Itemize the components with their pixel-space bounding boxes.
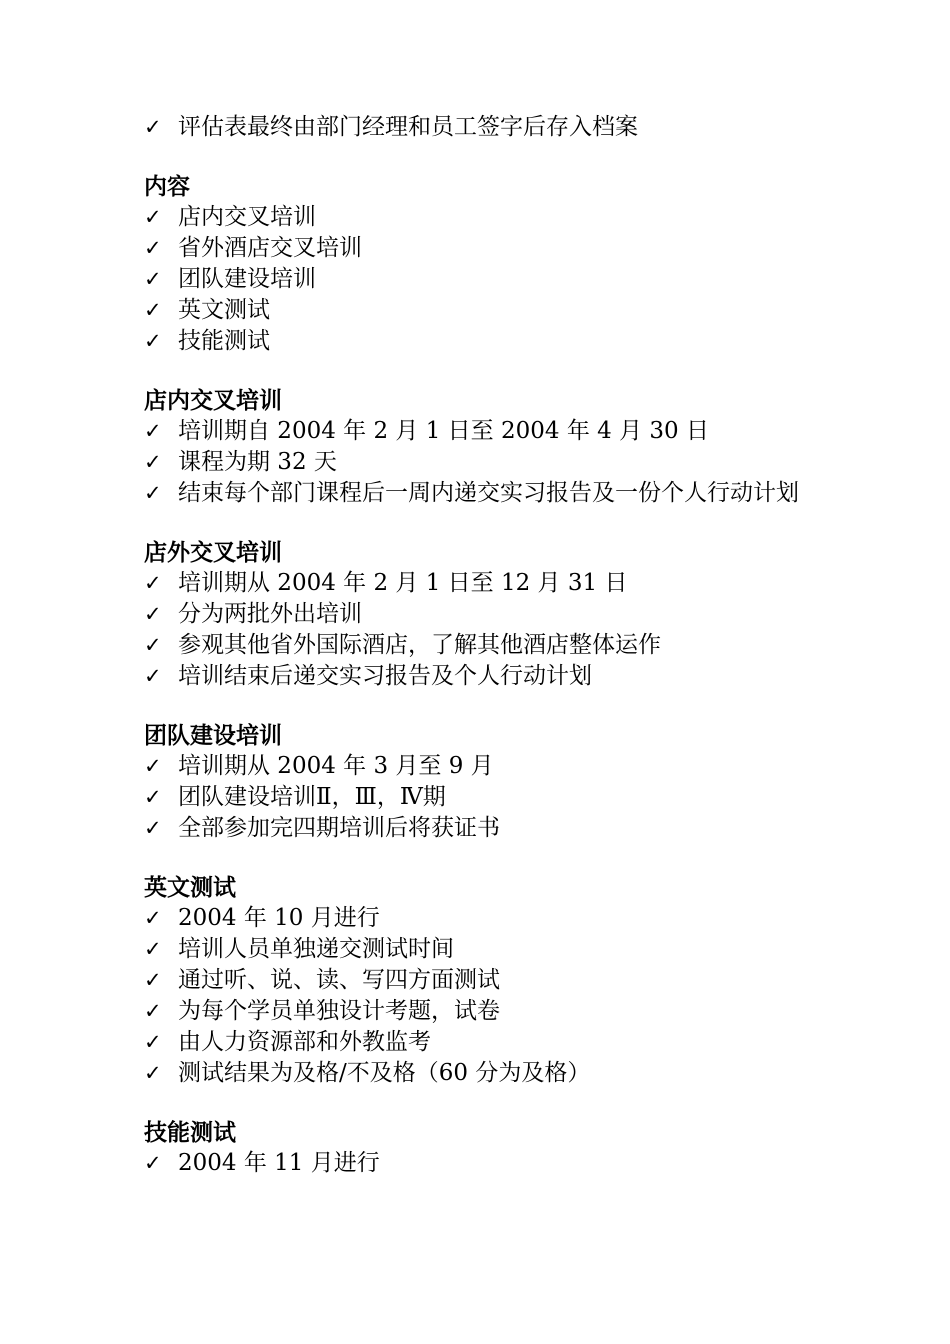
list-item-text: 技能测试: [178, 328, 270, 354]
list-item-text: 测试结果为及格/不及格（60 分为及格）: [178, 1060, 591, 1086]
list-item-text: 参观其他省外国际酒店，了解其他酒店整体运作: [178, 632, 661, 658]
list-item-text: 店内交叉培训: [178, 204, 316, 230]
list-item: [144, 112, 824, 143]
check-icon: ✓: [144, 602, 162, 626]
check-icon: ✓: [144, 999, 162, 1023]
list-item: [144, 934, 824, 965]
list-item: [144, 326, 824, 357]
list-item-text: 团队建设培训: [178, 266, 316, 292]
check-icon: ✓: [144, 754, 162, 778]
list-item: [144, 782, 824, 813]
list-item: [144, 751, 824, 782]
check-icon: ✓: [144, 1151, 162, 1175]
check-icon: ✓: [144, 937, 162, 961]
list-item-text: 结束每个部门课程后一周内递交实习报告及一份个人行动计划: [178, 480, 799, 506]
list-item-text: 2004 年 10 月进行: [178, 905, 380, 931]
section-heading-team: 团队建设培训: [144, 722, 282, 749]
list-item-text: 省外酒店交叉培训: [178, 235, 362, 261]
check-icon: ✓: [144, 906, 162, 930]
list-item: [144, 996, 824, 1027]
list-item-text: 课程为期 32 天: [178, 449, 337, 475]
check-icon: ✓: [144, 450, 162, 474]
list-item: [144, 630, 824, 661]
check-icon: ✓: [144, 236, 162, 260]
document-page: [144, 112, 824, 1179]
list-item: [144, 416, 824, 447]
list-item: [144, 813, 824, 844]
check-icon: ✓: [144, 571, 162, 595]
list-item-text: 培训期从 2004 年 2 月 1 日至 12 月 31 日: [178, 570, 628, 596]
check-icon: ✓: [144, 115, 162, 139]
list-item: [144, 1148, 824, 1179]
check-icon: ✓: [144, 1030, 162, 1054]
list-item: [144, 295, 824, 326]
list-item: [144, 1027, 824, 1058]
list-item: [144, 599, 824, 630]
list-item: [144, 1058, 824, 1089]
list-item-text: 培训期从 2004 年 3 月至 9 月: [178, 753, 494, 779]
list-item: [144, 447, 824, 478]
check-icon: ✓: [144, 481, 162, 505]
list-item-text: 全部参加完四期培训后将获证书: [178, 815, 500, 841]
list-item-text: 通过听、说、读、写四方面测试: [178, 967, 500, 993]
list-item: [144, 568, 824, 599]
list-item: [144, 233, 824, 264]
list-item: [144, 202, 824, 233]
check-icon: ✓: [144, 968, 162, 992]
list-item-text: 由人力资源部和外教监考: [178, 1029, 431, 1055]
check-icon: ✓: [144, 267, 162, 291]
list-item-text: 为每个学员单独设计考题，试卷: [178, 998, 500, 1024]
list-item-text: 分为两批外出培训: [178, 601, 362, 627]
check-icon: ✓: [144, 664, 162, 688]
check-icon: ✓: [144, 1061, 162, 1085]
check-icon: ✓: [144, 298, 162, 322]
section-heading-english: 英文测试: [144, 874, 236, 901]
check-icon: ✓: [144, 633, 162, 657]
list-item: [144, 965, 824, 996]
list-item-text: 英文测试: [178, 297, 270, 323]
list-item: [144, 661, 824, 692]
check-icon: ✓: [144, 205, 162, 229]
list-item-text: 评估表最终由部门经理和员工签字后存入档案: [178, 114, 638, 140]
section-heading-content: 内容: [144, 173, 190, 200]
list-item-text: 培训人员单独递交测试时间: [178, 936, 454, 962]
list-item: [144, 478, 824, 509]
list-item-text: 团队建设培训Ⅱ，Ⅲ，Ⅳ期: [178, 784, 446, 810]
section-heading-instore: 店内交叉培训: [144, 387, 282, 414]
check-icon: ✓: [144, 419, 162, 443]
list-item-text: 2004 年 11 月进行: [178, 1150, 380, 1176]
list-item-text: 培训期自 2004 年 2 月 1 日至 2004 年 4 月 30 日: [178, 418, 709, 444]
list-item-text: 培训结束后递交实习报告及个人行动计划: [178, 663, 592, 689]
section-heading-skills: 技能测试: [144, 1119, 236, 1146]
list-item: [144, 903, 824, 934]
check-icon: ✓: [144, 816, 162, 840]
check-icon: ✓: [144, 329, 162, 353]
check-icon: ✓: [144, 785, 162, 809]
section-heading-outstore: 店外交叉培训: [144, 539, 282, 566]
list-item: [144, 264, 824, 295]
